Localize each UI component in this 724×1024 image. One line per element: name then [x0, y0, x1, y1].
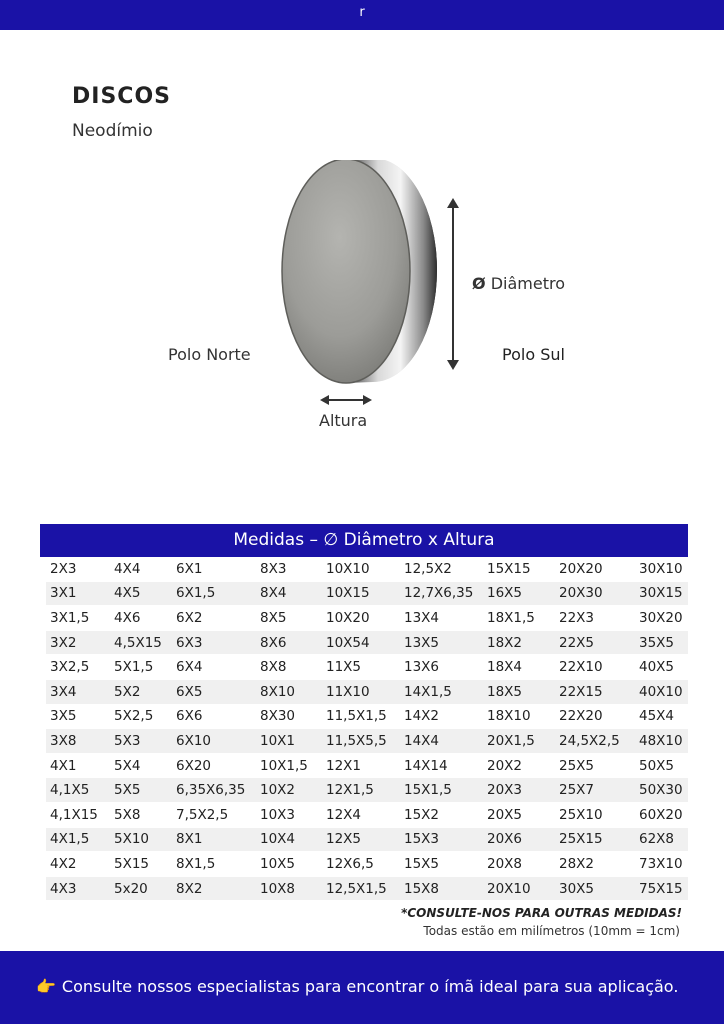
table-cell: 13X4 — [400, 606, 483, 631]
table-cell: 10X1 — [256, 729, 322, 754]
table-cell: 5X2,5 — [110, 704, 172, 729]
sizes-grid — [46, 557, 688, 901]
page-subtitle: Neodímio — [72, 121, 153, 141]
table-cell: 15X2 — [400, 802, 483, 827]
table-cell: 10X15 — [322, 581, 400, 606]
table-cell: 25X7 — [555, 778, 635, 803]
table-row — [46, 827, 688, 852]
table-cell: 6X4 — [172, 655, 256, 680]
table-cell: 73X10 — [635, 852, 688, 877]
table-cell: 12X1,5 — [322, 778, 400, 803]
table-cell: 8X8 — [256, 655, 322, 680]
table-cell: 10X5 — [256, 852, 322, 877]
table-cell: 4X1,5 — [46, 827, 110, 852]
table-cell: 50X5 — [635, 753, 688, 778]
table-cell: 16X5 — [483, 581, 555, 606]
table-cell: 5x20 — [110, 876, 172, 901]
table-cell: 35X5 — [635, 630, 688, 655]
footer-message — [36, 977, 678, 996]
table-row — [46, 655, 688, 680]
table-cell: 6X6 — [172, 704, 256, 729]
table-row — [46, 852, 688, 877]
table-cell: 4X3 — [46, 876, 110, 901]
table-row — [46, 778, 688, 803]
table-cell: 25X5 — [555, 753, 635, 778]
table-cell: 22X5 — [555, 630, 635, 655]
table-row — [46, 581, 688, 606]
table-row — [46, 876, 688, 901]
table-cell: 8X1 — [172, 827, 256, 852]
table-cell: 25X10 — [555, 802, 635, 827]
table-cell: 20X30 — [555, 581, 635, 606]
sizes-table — [40, 524, 688, 901]
table-cell: 20X2 — [483, 753, 555, 778]
table-cell: 3X2,5 — [46, 655, 110, 680]
table-row — [46, 679, 688, 704]
table-cell: 12X1 — [322, 753, 400, 778]
table-cell: 15X15 — [483, 557, 555, 581]
table-cell: 18X10 — [483, 704, 555, 729]
table-cell: 22X3 — [555, 606, 635, 631]
table-row — [46, 729, 688, 754]
table-cell: 8X1,5 — [172, 852, 256, 877]
table-cell: 15X5 — [400, 852, 483, 877]
table-cell: 6X10 — [172, 729, 256, 754]
table-cell: 40X10 — [635, 679, 688, 704]
table-cell: 30X5 — [555, 876, 635, 901]
table-cell: 62X8 — [635, 827, 688, 852]
table-cell: 12,7X6,35 — [400, 581, 483, 606]
table-cell: 75X15 — [635, 876, 688, 901]
table-cell: 20X3 — [483, 778, 555, 803]
table-cell: 15X3 — [400, 827, 483, 852]
table-cell: 20X20 — [555, 557, 635, 581]
table-cell: 8X3 — [256, 557, 322, 581]
table-cell: 18X5 — [483, 679, 555, 704]
consult-note: *CONSULTE-NOS PARA OUTRAS MEDIDAS! — [401, 906, 682, 920]
table-cell: 3X2 — [46, 630, 110, 655]
table-cell: 5X3 — [110, 729, 172, 754]
page-title: DISCOS — [72, 84, 171, 109]
top-bar-mark: r — [359, 5, 365, 20]
table-cell: 4X5 — [110, 581, 172, 606]
table-cell: 4X4 — [110, 557, 172, 581]
table-cell: 5X15 — [110, 852, 172, 877]
table-cell: 5X2 — [110, 679, 172, 704]
table-cell: 10X8 — [256, 876, 322, 901]
table-cell: 10X4 — [256, 827, 322, 852]
table-cell: 6X1,5 — [172, 581, 256, 606]
table-cell: 40X5 — [635, 655, 688, 680]
pointing-hand-icon: 👉 — [36, 977, 56, 996]
height-arrow — [320, 392, 372, 408]
table-cell: 3X1,5 — [46, 606, 110, 631]
table-cell: 14X2 — [400, 704, 483, 729]
table-cell: 12X5 — [322, 827, 400, 852]
table-cell: 15X8 — [400, 876, 483, 901]
table-row — [46, 557, 688, 581]
table-cell: 12X4 — [322, 802, 400, 827]
table-cell: 15X1,5 — [400, 778, 483, 803]
table-cell: 30X10 — [635, 557, 688, 581]
table-cell: 6X20 — [172, 753, 256, 778]
table-cell: 30X20 — [635, 606, 688, 631]
table-cell: 20X10 — [483, 876, 555, 901]
table-cell: 14X14 — [400, 753, 483, 778]
table-cell: 4,5X15 — [110, 630, 172, 655]
table-cell: 22X10 — [555, 655, 635, 680]
table-cell: 6X2 — [172, 606, 256, 631]
table-cell: 10X20 — [322, 606, 400, 631]
table-cell: 5X1,5 — [110, 655, 172, 680]
table-cell: 4X6 — [110, 606, 172, 631]
table-cell: 14X1,5 — [400, 679, 483, 704]
table-cell: 11X5 — [322, 655, 400, 680]
table-cell: 8X5 — [256, 606, 322, 631]
height-label: Altura — [319, 411, 368, 430]
table-cell: 11X10 — [322, 679, 400, 704]
table-cell: 8X2 — [172, 876, 256, 901]
table-cell: 6X1 — [172, 557, 256, 581]
table-cell: 48X10 — [635, 729, 688, 754]
table-cell: 6X5 — [172, 679, 256, 704]
south-pole-label: Polo Sul — [502, 345, 565, 364]
table-cell: 20X5 — [483, 802, 555, 827]
table-cell: 8X6 — [256, 630, 322, 655]
table-cell: 6X3 — [172, 630, 256, 655]
units-note: Todas estão em milímetros (10mm = 1cm) — [423, 924, 680, 938]
north-pole-label: Polo Norte — [168, 345, 251, 364]
table-cell: 30X15 — [635, 581, 688, 606]
table-cell: 10X2 — [256, 778, 322, 803]
diameter-arrow — [444, 198, 462, 370]
table-cell: 12,5X2 — [400, 557, 483, 581]
table-cell: 7,5X2,5 — [172, 802, 256, 827]
table-row — [46, 753, 688, 778]
table-cell: 20X1,5 — [483, 729, 555, 754]
table-cell: 22X15 — [555, 679, 635, 704]
table-cell: 6,35X6,35 — [172, 778, 256, 803]
table-cell: 10X1,5 — [256, 753, 322, 778]
table-cell: 60X20 — [635, 802, 688, 827]
table-cell: 18X2 — [483, 630, 555, 655]
table-cell: 10X10 — [322, 557, 400, 581]
table-cell: 12X6,5 — [322, 852, 400, 877]
table-cell: 2X3 — [46, 557, 110, 581]
table-cell: 5X10 — [110, 827, 172, 852]
table-cell: 4,1X5 — [46, 778, 110, 803]
table-cell: 3X1 — [46, 581, 110, 606]
diameter-text: Diâmetro — [490, 274, 565, 293]
table-row — [46, 606, 688, 631]
footer-text: Consulte nossos especialistas para encontrar o ímã ideal para sua aplicação. — [61, 977, 679, 996]
diameter-symbol: Ø — [472, 274, 486, 293]
table-cell: 3X5 — [46, 704, 110, 729]
table-cell: 4X1 — [46, 753, 110, 778]
table-cell: 3X8 — [46, 729, 110, 754]
table-cell: 50X30 — [635, 778, 688, 803]
table-cell: 5X5 — [110, 778, 172, 803]
table-row — [46, 630, 688, 655]
table-cell: 28X2 — [555, 852, 635, 877]
table-cell: 3X4 — [46, 679, 110, 704]
table-cell: 4X2 — [46, 852, 110, 877]
table-cell: 20X8 — [483, 852, 555, 877]
table-cell: 8X4 — [256, 581, 322, 606]
table-cell: 10X54 — [322, 630, 400, 655]
table-cell: 14X4 — [400, 729, 483, 754]
table-cell: 20X6 — [483, 827, 555, 852]
table-cell: 22X20 — [555, 704, 635, 729]
top-bar — [0, 0, 724, 30]
table-cell: 5X8 — [110, 802, 172, 827]
table-cell: 11,5X5,5 — [322, 729, 400, 754]
table-cell: 13X6 — [400, 655, 483, 680]
table-row — [46, 802, 688, 827]
table-cell: 45X4 — [635, 704, 688, 729]
table-cell: 18X4 — [483, 655, 555, 680]
table-cell: 13X5 — [400, 630, 483, 655]
table-cell: 8X30 — [256, 704, 322, 729]
disk-magnet-image — [270, 160, 440, 390]
table-row — [46, 704, 688, 729]
table-cell: 8X10 — [256, 679, 322, 704]
table-title: Medidas – ∅ Diâmetro x Altura — [40, 524, 688, 557]
table-cell: 11,5X1,5 — [322, 704, 400, 729]
table-cell: 24,5X2,5 — [555, 729, 635, 754]
table-cell: 10X3 — [256, 802, 322, 827]
diameter-label — [472, 274, 565, 293]
table-cell: 18X1,5 — [483, 606, 555, 631]
table-cell: 25X15 — [555, 827, 635, 852]
table-cell: 4,1X15 — [46, 802, 110, 827]
table-cell: 12,5X1,5 — [322, 876, 400, 901]
table-cell: 5X4 — [110, 753, 172, 778]
